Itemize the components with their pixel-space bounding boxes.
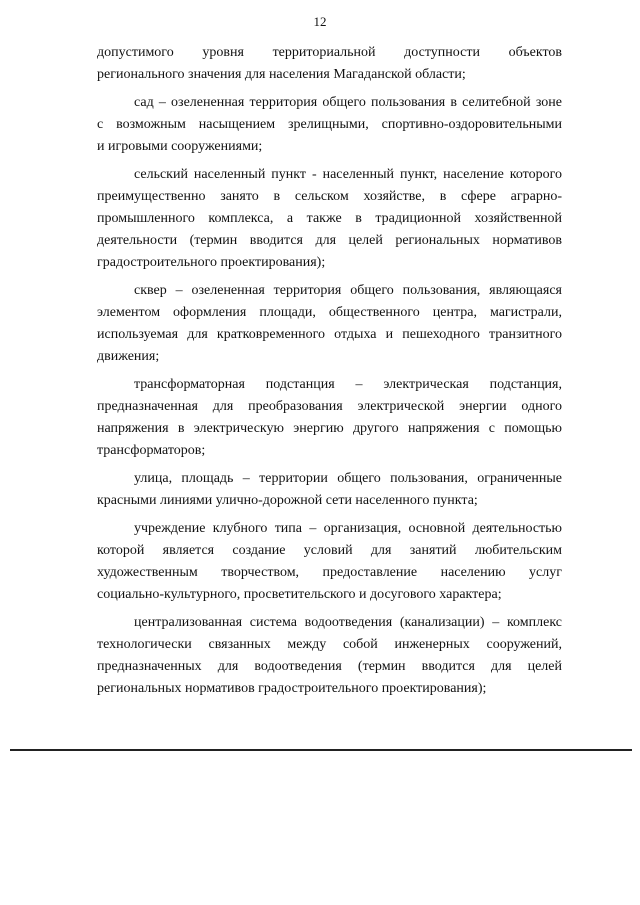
paragraph-line: допустимого уровня территориальной доступности объектов — [97, 45, 562, 60]
paragraph — [97, 280, 562, 368]
paragraph-line: которой является создание условий для занятий любительским — [97, 543, 562, 558]
paragraph-line: трансформаторов; — [97, 443, 206, 458]
paragraph-line: и игровыми сооружениями; — [97, 139, 263, 154]
paragraph-line: региональных нормативов градостроительного проектирования); — [97, 681, 487, 696]
paragraph-line: градостроительного проектирования); — [97, 255, 326, 270]
paragraph-line: используемая для кратковременного отдыха и пешеходного транзитного — [97, 327, 562, 342]
page-number: 12 — [313, 14, 327, 29]
paragraph-line: предназначенная для преобразования электрической энергии одного — [97, 399, 562, 414]
document-body — [97, 42, 562, 700]
paragraph — [97, 92, 562, 158]
paragraph-line: промышленного комплекса, а также в традиционной хозяйственной — [97, 211, 562, 226]
paragraph-line: трансформаторная подстанция – электрическая подстанция, — [134, 377, 562, 392]
paragraph-line: элементом оформления площади, общественного центра, магистрали, — [97, 305, 562, 320]
paragraph — [97, 612, 562, 700]
paragraph-line: централизованная система водоотведения (канализации) – комплекс — [134, 615, 562, 630]
paragraph-line: предназначенных для водоотведения (термин вводится для целей — [97, 659, 562, 674]
paragraph-line: улица, площадь – территории общего пользования, ограниченные — [134, 471, 562, 486]
paragraph — [97, 42, 562, 86]
paragraph-line: сельский населенный пункт - населенный пункт, население которого — [134, 167, 562, 182]
paragraph-line: преимущественно занято в сельском хозяйстве, в сфере аграрно- — [97, 189, 562, 204]
paragraph-line: деятельности (термин вводится для целей региональных нормативов — [97, 233, 562, 248]
paragraph — [97, 468, 562, 512]
bottom-divider-line — [10, 749, 632, 751]
paragraph-line: с возможным насыщением зрелищными, спортивно-оздоровительными — [97, 117, 562, 132]
paragraph-line: напряжения в электрическую энергию другого напряжения с помощью — [97, 421, 562, 436]
paragraph-line: художественным творчеством, предоставление населению услуг — [97, 565, 562, 580]
paragraph-line: учреждение клубного типа – организация, основной деятельностью — [134, 521, 562, 536]
paragraph-line: красными линиями улично-дорожной сети населенного пункта; — [97, 493, 478, 508]
paragraph-line: технологически связанных между собой инженерных сооружений, — [97, 637, 562, 652]
paragraph-line: сад – озелененная территория общего пользования в селитебной зоне — [134, 95, 562, 110]
paragraph — [97, 518, 562, 606]
paragraph — [97, 164, 562, 274]
paragraph — [97, 374, 562, 462]
paragraph-line: сквер – озелененная территория общего пользования, являющаяся — [134, 283, 562, 298]
paragraph-line: движения; — [97, 349, 160, 364]
paragraph-line: регионального значения для населения Магаданской области; — [97, 67, 466, 82]
paragraph-line: социально-культурного, просветительского и досугового характера; — [97, 587, 502, 602]
